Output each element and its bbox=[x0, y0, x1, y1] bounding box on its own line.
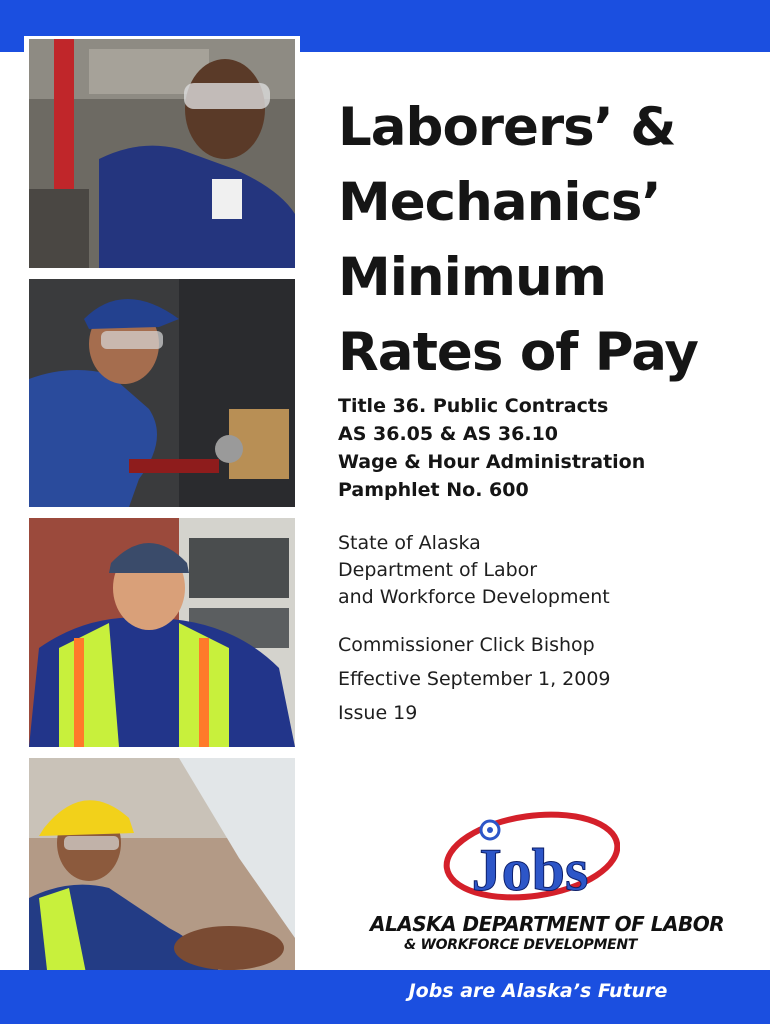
subtitle-line: AS 36.05 & AS 36.10 bbox=[338, 423, 559, 445]
agency-subname: & WORKFORCE DEVELOPMENT bbox=[404, 937, 638, 953]
jobs-logo-icon bbox=[440, 808, 620, 908]
photo-worker-hardhat bbox=[29, 758, 295, 988]
commissioner-line: Commissioner Click Bishop bbox=[338, 634, 595, 656]
department-line: State of Alaska bbox=[338, 532, 481, 554]
effective-date-line: Effective September 1, 2009 bbox=[338, 668, 611, 690]
department-line: and Workforce Development bbox=[338, 586, 610, 608]
photo-worker-safety-glasses bbox=[29, 39, 295, 268]
photo-column bbox=[24, 36, 300, 994]
agency-name: ALASKA DEPARTMENT OF LABOR bbox=[370, 912, 725, 936]
issue-number-line: Issue 19 bbox=[338, 702, 418, 724]
document-title bbox=[338, 90, 758, 390]
photo-worker-grinding bbox=[29, 279, 295, 507]
logo-text: Jobs bbox=[471, 837, 589, 903]
department-line: Department of Labor bbox=[338, 559, 538, 581]
photo-worker-safety-vest bbox=[29, 518, 295, 747]
subtitle-line: Pamphlet No. 600 bbox=[338, 479, 529, 501]
title-line: Minimum bbox=[338, 247, 606, 308]
subtitle-line: Wage & Hour Administration bbox=[338, 451, 646, 473]
subtitle-line: Title 36. Public Contracts bbox=[338, 395, 609, 417]
title-line: Rates of Pay bbox=[338, 322, 698, 383]
department-block bbox=[338, 530, 758, 611]
title-line: Mechanics’ bbox=[338, 172, 661, 233]
document-subtitle bbox=[338, 392, 758, 504]
issue-info-block bbox=[338, 628, 758, 730]
title-line: Laborers’ & bbox=[338, 97, 676, 158]
footer-tagline: Jobs are Alaska’s Future bbox=[408, 980, 668, 1002]
